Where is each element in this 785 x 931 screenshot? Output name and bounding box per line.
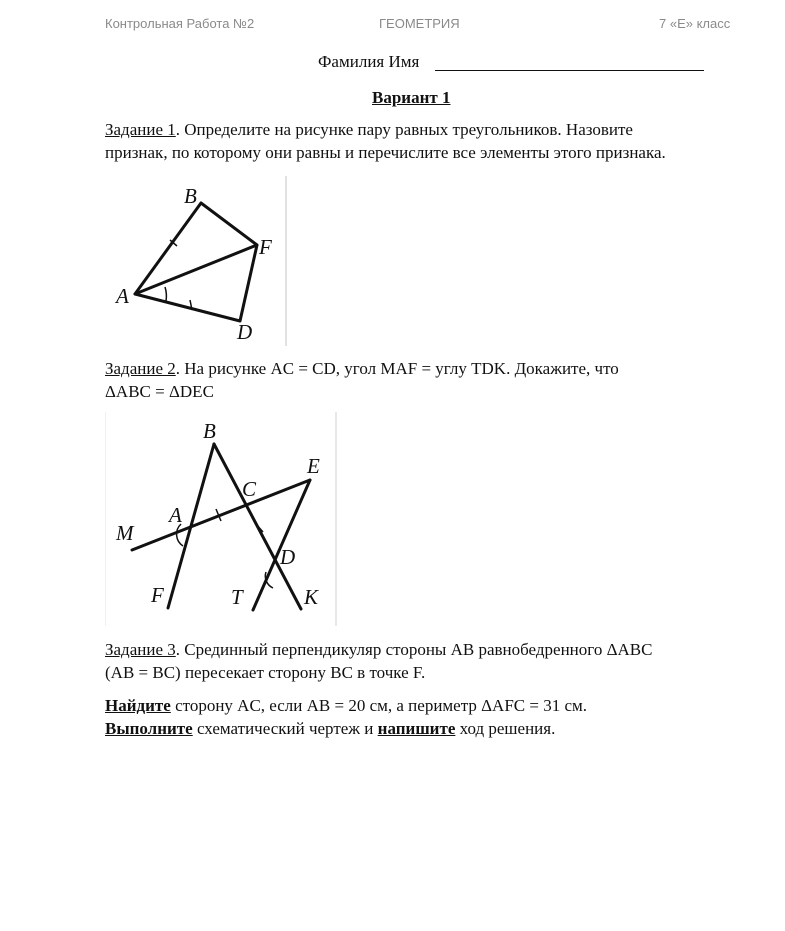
do-rest: схематический чертеж и (192, 719, 378, 738)
task3-line1-text: . Срединный перпендикуляр стороны AB равнобедренного ΔABC (175, 640, 653, 659)
task3-do-line (105, 717, 745, 740)
task3-line1 (105, 638, 745, 661)
task1-label: Задание 1 (105, 120, 176, 139)
task1-text (105, 118, 745, 164)
task1-line2: признак, по которому они равны и перечислите все элементы этого признака. (105, 143, 666, 162)
label-a: A (116, 284, 129, 308)
task1-line1-text: . Определите на рисунке пару равных треугольников. Назовите (175, 120, 633, 139)
task1-figure (105, 176, 287, 346)
label-b: B (203, 419, 216, 443)
write-rest: ход решения. (455, 719, 556, 738)
header-left: Контрольная Работа №2 (105, 16, 255, 31)
task2-line2: ΔABC = ΔDEC (105, 382, 214, 401)
student-name-label: Фамилия Имя (318, 52, 420, 71)
label-e: E (307, 454, 320, 478)
label-m: M (116, 521, 134, 545)
task3-label: Задание 3 (105, 640, 176, 659)
task2-figure (105, 412, 337, 626)
task3-text (105, 638, 745, 684)
label-b: B (184, 184, 197, 208)
student-name-line (318, 50, 419, 73)
angle-arc-a (165, 287, 166, 301)
label-f: F (259, 235, 272, 259)
student-name-blank (435, 70, 704, 71)
label-t: T (231, 585, 243, 609)
header-center: ГЕОМЕТРИЯ (379, 16, 460, 31)
label-d: D (280, 545, 296, 569)
do-word: Выполните (105, 719, 193, 738)
label-a: A (169, 503, 182, 527)
variant-title: Вариант 1 (372, 88, 451, 107)
label-f: F (151, 583, 164, 607)
write-word: напишите (377, 719, 456, 738)
label-k: K (304, 585, 319, 609)
find-rest: сторону AC, если AB = 20 см, а периметр ΔAFC = 31 см. (170, 696, 587, 715)
task1-line1 (105, 118, 745, 141)
label-c: C (242, 477, 257, 501)
task2-text (105, 357, 745, 403)
header-right: 7 «Е» класс (659, 16, 731, 31)
task3-find-line (105, 694, 745, 717)
task2-line1-text: . На рисунке AC = CD, угол MAF = углу TDK. Докажите, что (175, 359, 619, 378)
task2-line1 (105, 357, 745, 380)
label-d: D (237, 320, 253, 344)
angle-arc-a (177, 524, 183, 546)
find-word: Найдите (105, 696, 171, 715)
task1-quadrilateral (135, 203, 257, 321)
task3-line2: (AB = BC) пересекает сторону BC в точке F. (105, 663, 426, 682)
task2-label: Задание 2 (105, 359, 176, 378)
task3-instructions (105, 694, 745, 740)
